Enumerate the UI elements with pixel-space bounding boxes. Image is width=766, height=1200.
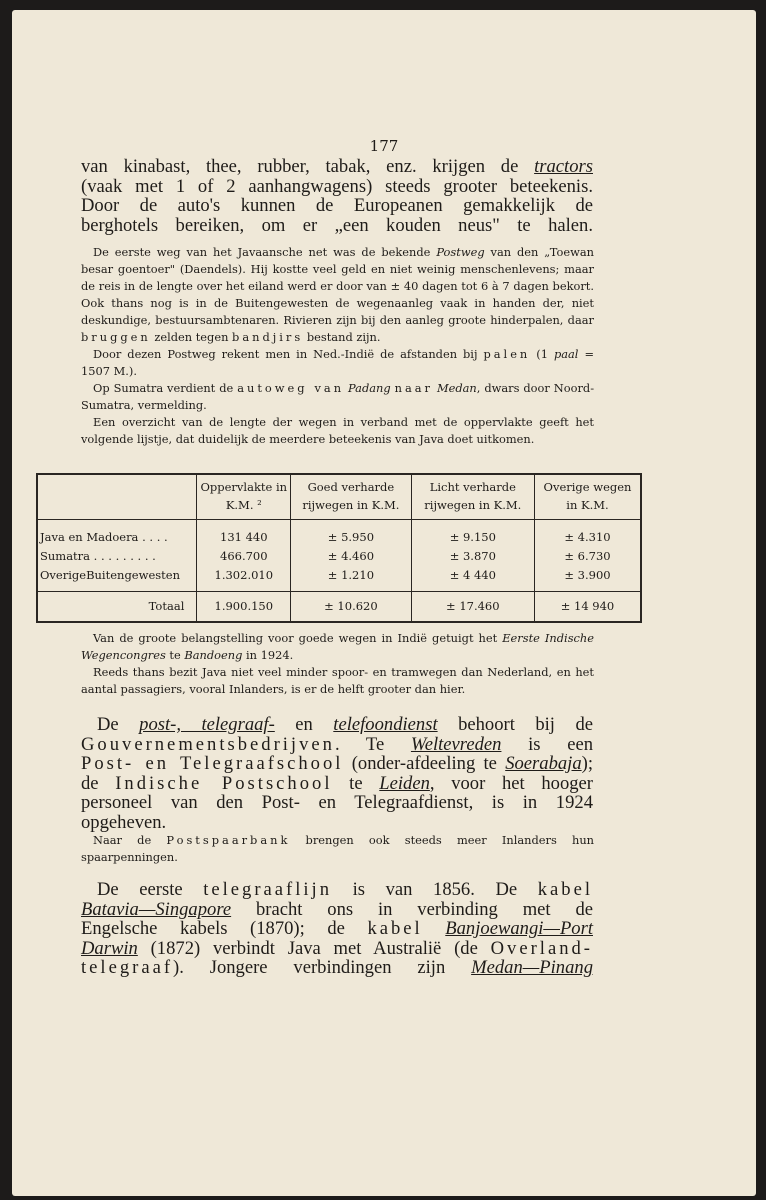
text-line: (vaak met 1 of 2 aanhangwagens) steeds grooter beteekenis.: [81, 175, 593, 197]
text-line: Darwin (1872) verbindt Java met Australië (de Overland-: [81, 937, 593, 959]
table-cell: ± 3.900: [534, 566, 641, 592]
table-cell: ± 4 440: [411, 566, 534, 592]
text-line: Door de auto's kunnen de Europeanen gemakkelijk de: [81, 195, 593, 216]
table-cell: ± 14 940: [534, 592, 641, 623]
table-cell: ± 5.950: [291, 520, 411, 548]
text-line: opgeheven.: [81, 811, 167, 833]
text-line: Batavia—Singapore bracht ons in verbinding met de: [81, 898, 593, 920]
table-header-cell: [37, 474, 197, 520]
table-cell: 1.900.150: [197, 592, 291, 623]
text-line: telegraaf). Jongere verbindingen zijn Medan—Pinang: [81, 957, 593, 978]
table-header-cell: Goed verharde rijwegen in K.M.: [291, 474, 411, 520]
table-header-cell: Oppervlakte in K.M. ²: [197, 474, 291, 520]
table-cell: ± 1.210: [291, 566, 411, 592]
table-cell: Java en Madoera . . . .: [40, 530, 168, 544]
table-row: [37, 566, 641, 592]
note-paragraph: Een overzicht van de lengte der wegen in verband met de oppervlakte geeft het volgende lijstje, dat duidelijk de meerdere beteekenis van Java doet uitkomen.: [81, 415, 594, 446]
note-postweg: [81, 244, 594, 448]
table-cell: OverigeBuitengewesten: [40, 568, 180, 582]
note-wegencongres: [81, 630, 594, 698]
note-postspaarbank: [81, 832, 594, 866]
note-paragraph: Naar de Postspaarbank brengen ook steeds meer Inlanders hun spaarpenningen.: [81, 833, 594, 864]
text-line: de Indische Postschool te Leiden, voor het hooger: [81, 772, 594, 794]
table-cell: ± 4.460: [291, 547, 411, 566]
table-cell: Totaal: [37, 592, 197, 623]
table-cell: Sumatra . . . . . . . . .: [40, 549, 156, 563]
text-line: Post- en Telegraafschool (onder-afdeeling te Soerabaja);: [81, 753, 593, 774]
note-paragraph: De eerste weg van het Javaansche net was de bekende Postweg van den „Toewan besar goentoer" (Daendels). Hij kostte veel geld en niet weinig menschenlevens; maar de reis in de lengte over het eiland werd er door van ± 40 dagen tot 6 à 7 dagen bekort. Ook thans nog is in de Buitengewesten de wegenaanleg vaak in handen der, niet deskundige, bestuursambtenaren. Rivieren zijn bij den aanleg groote hinderpalen, daar bruggen zelden tegen bandjirs bestand zijn.: [81, 245, 594, 344]
table-row: [37, 520, 641, 548]
paragraph-telegraaflijn: [81, 880, 593, 978]
table-total-row: [37, 592, 641, 623]
term-tractors: tractors: [534, 156, 593, 177]
text-line: Engelsche kabels (1870); de kabel Banjoewangi—Port: [81, 918, 593, 939]
paragraph-post-telegraaf: [81, 715, 593, 832]
table-header-cell: Licht verharde rijwegen in K.M.: [411, 474, 534, 520]
text-line: Gouvernementsbedrijven. Te Weltevreden is een: [81, 733, 593, 755]
table-cell: 1.302.010: [197, 566, 291, 592]
text-line: personeel van den Post- en Telegraafdienst, is in 1924: [81, 792, 593, 813]
table-header-row: [37, 474, 641, 520]
table-cell: ± 3.870: [411, 547, 534, 566]
table-cell: ± 10.620: [291, 592, 411, 623]
table-cell: 466.700: [197, 547, 291, 566]
roads-table: [36, 473, 642, 623]
note-paragraph: Door dezen Postweg rekent men in Ned.-Indië de afstanden bij palen (1 paal = 1507 M.).: [81, 347, 594, 378]
text-line: berghotels bereiken, om er „een kouden neus" te halen.: [81, 214, 593, 236]
note-paragraph: Reeds thans bezit Java niet veel minder spoor- en tramwegen dan Nederland, en het aantal passagiers, vooral Inlanders, is er de helft grooter dan hier.: [81, 665, 594, 696]
table-cell: ± 17.460: [411, 592, 534, 623]
text-line: De post-, telegraaf- en telefoondienst behoort bij de: [97, 714, 593, 735]
table-cell: ± 6.730: [534, 547, 641, 566]
table-cell: ± 9.150: [411, 520, 534, 548]
table-row: [37, 547, 641, 566]
table-cell: 131 440: [197, 520, 291, 548]
text-line: De eerste telegraaflijn is van 1856. De kabel: [97, 879, 593, 900]
note-paragraph: Van de groote belangstelling voor goede wegen in Indië getuigt het Eerste Indische Wegencongres te Bandoeng in 1924.: [81, 631, 595, 662]
table-header-cell: Overige wegen in K.M.: [534, 474, 641, 520]
note-paragraph: Op Sumatra verdient de autoweg van Padang naar Medan, dwars door Noord-Sumatra, vermelding.: [81, 381, 595, 412]
paragraph-tractors: [81, 157, 593, 235]
text-line: van kinabast, thee, rubber, tabak, enz. krijgen de tractors: [81, 156, 593, 177]
page-number: 177: [369, 137, 399, 155]
book-page: [12, 10, 756, 1196]
table-cell: ± 4.310: [534, 520, 641, 548]
